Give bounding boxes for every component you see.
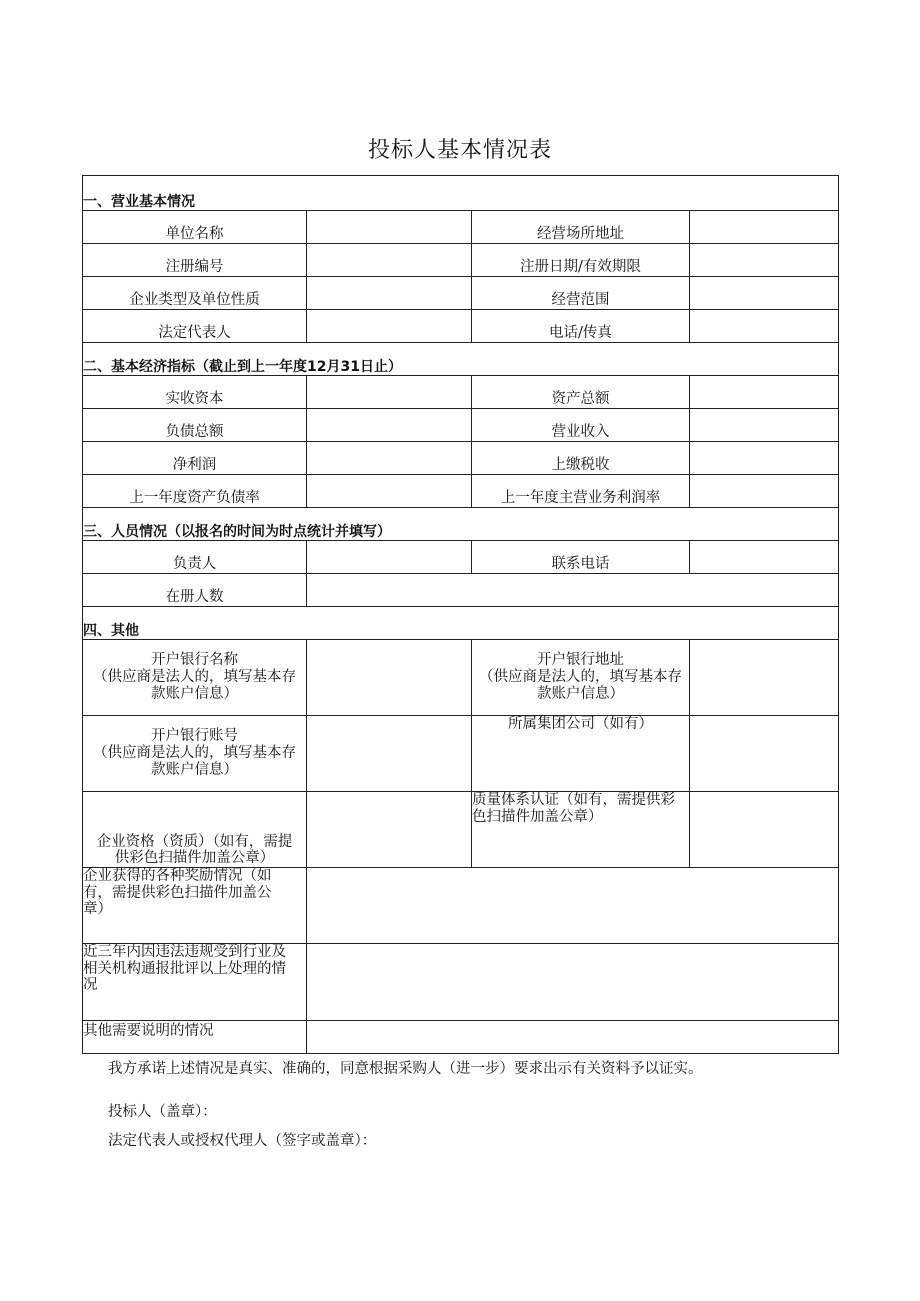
input-total-assets[interactable] [690, 376, 839, 409]
label-awards [83, 868, 307, 944]
label-awards-line1: 企业获得的各种奖励情况（如 [83, 868, 272, 884]
input-bank-address[interactable] [690, 640, 839, 716]
label-quality-cert-line1: 质量体系认证（如有，需提供彩 [472, 792, 675, 808]
input-paid-capital[interactable] [307, 376, 472, 409]
label-bank-address [472, 640, 690, 716]
label-revenue: 营业收入 [472, 409, 690, 442]
input-person-in-charge[interactable] [307, 541, 472, 574]
section-header-economic: 二、基本经济指标（截止到上一年度12月31日止） [83, 343, 839, 376]
page-title: 投标人基本情况表 [367, 138, 552, 163]
label-bank-account-line2: （供应商是法人的，填写基本存 [93, 745, 296, 762]
input-group-company[interactable] [690, 716, 839, 792]
input-total-liabilities[interactable] [307, 409, 472, 442]
label-main-profit-rate: 上一年度主营业务利润率 [472, 475, 690, 508]
promise-statement: 我方承诺上述情况是真实、准确的，同意根据采购人（进一步）要求出示有关资料予以证实。 [108, 1061, 703, 1077]
label-biz-scope: 经营范围 [472, 277, 690, 310]
label-bank-name-line1: 开户银行名称 [151, 652, 238, 669]
label-quality-cert [472, 792, 690, 868]
label-reg-no: 注册编号 [83, 244, 307, 277]
label-qualification [83, 792, 307, 868]
input-quality-cert[interactable] [690, 792, 839, 868]
label-bank-address-line1: 开户银行地址 [537, 652, 624, 669]
label-quality-cert-line2: 色扫描件加盖公章） [472, 808, 603, 825]
signatory-line: 法定代表人或授权代理人（签字或盖章）： [108, 1133, 377, 1149]
label-paid-capital: 实收资本 [83, 376, 307, 409]
label-bank-account [83, 716, 307, 792]
label-violations [83, 944, 307, 1021]
input-unit-name[interactable] [307, 211, 472, 244]
input-tax-paid[interactable] [690, 442, 839, 475]
input-reg-no[interactable] [307, 244, 472, 277]
label-net-profit: 净利润 [83, 442, 307, 475]
label-qualification-line1: 企业资格（资质）（如有，需提 [96, 833, 293, 850]
section-header-business: 一、营业基本情况 [83, 176, 839, 211]
section-header-other: 四、其他 [83, 607, 839, 640]
label-enterprise-type: 企业类型及单位性质 [83, 277, 307, 310]
label-violations-line2: 相关机构通报批评以上处理的情 [83, 960, 286, 977]
label-legal-rep: 法定代表人 [83, 310, 307, 343]
label-total-liabilities: 负债总额 [83, 409, 307, 442]
input-main-profit-rate[interactable] [690, 475, 839, 508]
input-biz-scope[interactable] [690, 277, 839, 310]
label-other: 其他需要说明的情况 [83, 1021, 307, 1054]
label-qualification-line2: 供彩色扫描件加盖公章） [114, 850, 275, 867]
label-phone-fax: 电话/传真 [472, 310, 690, 343]
input-bank-account[interactable] [307, 716, 472, 792]
bidder-seal-line: 投标人（盖章）： [108, 1104, 217, 1120]
label-total-assets: 资产总额 [472, 376, 690, 409]
input-awards[interactable] [307, 868, 839, 944]
bidder-info-table [82, 175, 839, 1054]
label-bank-name-line2: （供应商是法人的，填写基本存 [93, 669, 296, 686]
label-bank-address-line3: 款账户信息） [537, 685, 624, 702]
label-debt-ratio: 上一年度资产负债率 [83, 475, 307, 508]
label-awards-line3: 章） [83, 901, 112, 918]
input-debt-ratio[interactable] [307, 475, 472, 508]
label-address: 经营场所地址 [472, 211, 690, 244]
label-tax-paid: 上缴税收 [472, 442, 690, 475]
input-net-profit[interactable] [307, 442, 472, 475]
label-bank-account-line3: 款账户信息） [151, 761, 238, 778]
label-reg-date: 注册日期/有效期限 [472, 244, 690, 277]
label-bank-account-line1: 开户银行账号 [151, 728, 238, 745]
input-other[interactable] [307, 1021, 839, 1054]
label-staff-count: 在册人数 [83, 574, 307, 607]
label-bank-name-line3: 款账户信息） [151, 685, 238, 702]
input-legal-rep[interactable] [307, 310, 472, 343]
input-contact-phone[interactable] [690, 541, 839, 574]
input-bank-name[interactable] [307, 640, 472, 716]
label-violations-line3: 况 [83, 977, 98, 994]
label-bank-address-line2: （供应商是法人的，填写基本存 [479, 669, 682, 686]
label-person-in-charge: 负责人 [83, 541, 307, 574]
label-bank-name [83, 640, 307, 716]
input-enterprise-type[interactable] [307, 277, 472, 310]
label-awards-line2: 有，需提供彩色扫描件加盖公 [83, 884, 272, 901]
input-qualification[interactable] [307, 792, 472, 868]
input-staff-count[interactable] [307, 574, 839, 607]
input-phone-fax[interactable] [690, 310, 839, 343]
input-address[interactable] [690, 211, 839, 244]
label-unit-name: 单位名称 [83, 211, 307, 244]
label-contact-phone: 联系电话 [472, 541, 690, 574]
section-header-personnel: 三、人员情况（以报名的时间为时点统计并填写） [83, 508, 839, 541]
input-violations[interactable] [307, 944, 839, 1021]
label-violations-line1: 近三年内因违法违规受到行业及 [83, 944, 286, 960]
label-group-company: 所属集团公司（如有） [472, 716, 690, 792]
input-reg-date[interactable] [690, 244, 839, 277]
input-revenue[interactable] [690, 409, 839, 442]
